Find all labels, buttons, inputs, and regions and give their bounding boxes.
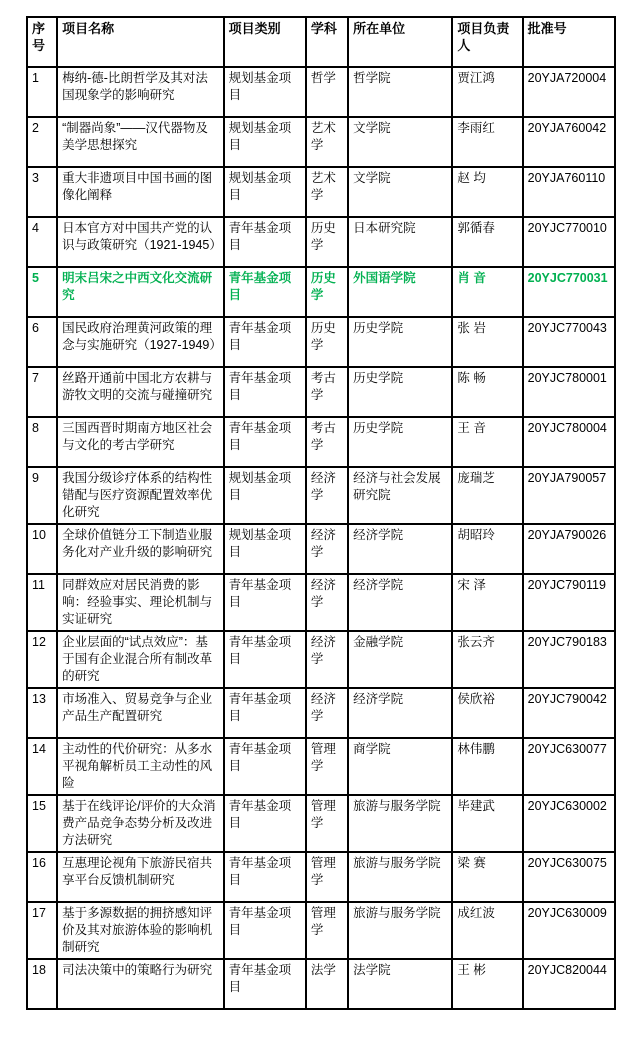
cell-seq: 13 xyxy=(27,688,57,738)
cell-category: 青年基金项目 xyxy=(224,959,306,1009)
column-header-seq: 序号 xyxy=(27,17,57,67)
cell-name: 丝路开通前中国北方农耕与游牧文明的交流与碰撞研究 xyxy=(57,367,224,417)
cell-unit: 文学院 xyxy=(348,117,452,167)
cell-name: 基于在线评论/评价的大众消费产品竞争态势分析及改进方法研究 xyxy=(57,795,224,852)
cell-unit: 历史学院 xyxy=(348,317,452,367)
table-row xyxy=(27,167,615,217)
cell-name: 梅纳-德-比朗哲学及其对法国现象学的影响研究 xyxy=(57,67,224,117)
cell-name: 司法决策中的策略行为研究 xyxy=(57,959,224,1009)
cell-leader: 林伟鹏 xyxy=(452,738,522,795)
cell-unit: 哲学院 xyxy=(348,67,452,117)
cell-unit: 法学院 xyxy=(348,959,452,1009)
cell-name: 我国分级诊疗体系的结构性错配与医疗资源配置效率优化研究 xyxy=(57,467,224,524)
cell-approval: 20YJA760042 xyxy=(523,117,615,167)
table-header xyxy=(27,17,615,67)
cell-category: 青年基金项目 xyxy=(224,902,306,959)
table-row xyxy=(27,738,615,795)
table-row xyxy=(27,795,615,852)
cell-discipline: 艺术学 xyxy=(306,117,348,167)
cell-discipline: 考古学 xyxy=(306,417,348,467)
cell-seq: 15 xyxy=(27,795,57,852)
cell-category: 规划基金项目 xyxy=(224,117,306,167)
cell-approval: 20YJC790119 xyxy=(523,574,615,631)
cell-discipline: 经济学 xyxy=(306,467,348,524)
column-header-discipline: 学科 xyxy=(306,17,348,67)
table-row xyxy=(27,117,615,167)
cell-leader: 毕建武 xyxy=(452,795,522,852)
cell-category: 青年基金项目 xyxy=(224,738,306,795)
cell-discipline: 历史学 xyxy=(306,217,348,267)
cell-seq: 8 xyxy=(27,417,57,467)
header-row xyxy=(27,17,615,67)
cell-discipline: 管理学 xyxy=(306,738,348,795)
cell-name: 基于多源数据的拥挤感知评价及其对旅游体验的影响机制研究 xyxy=(57,902,224,959)
cell-category: 规划基金项目 xyxy=(224,467,306,524)
cell-unit: 日本研究院 xyxy=(348,217,452,267)
cell-leader: 郭循春 xyxy=(452,217,522,267)
cell-approval: 20YJC630009 xyxy=(523,902,615,959)
table-row xyxy=(27,467,615,524)
cell-seq: 17 xyxy=(27,902,57,959)
cell-approval: 20YJC780004 xyxy=(523,417,615,467)
cell-approval: 20YJC780001 xyxy=(523,367,615,417)
cell-approval: 20YJC820044 xyxy=(523,959,615,1009)
table-row xyxy=(27,267,615,317)
cell-name: 互惠理论视角下旅游民宿共享平台反馈机制研究 xyxy=(57,852,224,902)
cell-name: 主动性的代价研究：从多水平视角解析员工主动性的风险 xyxy=(57,738,224,795)
table-row xyxy=(27,688,615,738)
cell-discipline: 管理学 xyxy=(306,852,348,902)
cell-seq: 3 xyxy=(27,167,57,217)
cell-leader: 梁 赛 xyxy=(452,852,522,902)
cell-seq: 12 xyxy=(27,631,57,688)
cell-unit: 经济与社会发展研究院 xyxy=(348,467,452,524)
cell-name: 国民政府治理黄河政策的理念与实施研究（1927-1949） xyxy=(57,317,224,367)
cell-category: 青年基金项目 xyxy=(224,631,306,688)
table-row xyxy=(27,574,615,631)
cell-seq: 9 xyxy=(27,467,57,524)
cell-approval: 20YJC630077 xyxy=(523,738,615,795)
table-row xyxy=(27,67,615,117)
cell-seq: 10 xyxy=(27,524,57,574)
cell-leader: 张 岩 xyxy=(452,317,522,367)
cell-leader: 李雨红 xyxy=(452,117,522,167)
cell-category: 青年基金项目 xyxy=(224,795,306,852)
table-row xyxy=(27,902,615,959)
cell-discipline: 管理学 xyxy=(306,902,348,959)
cell-unit: 历史学院 xyxy=(348,417,452,467)
cell-seq: 16 xyxy=(27,852,57,902)
cell-category: 青年基金项目 xyxy=(224,574,306,631)
cell-unit: 旅游与服务学院 xyxy=(348,795,452,852)
cell-leader: 宋 泽 xyxy=(452,574,522,631)
column-header-name: 项目名称 xyxy=(57,17,224,67)
projects-table xyxy=(26,16,616,1010)
column-header-approval: 批准号 xyxy=(523,17,615,67)
cell-approval: 20YJC790042 xyxy=(523,688,615,738)
cell-approval: 20YJA790057 xyxy=(523,467,615,524)
cell-leader: 成红波 xyxy=(452,902,522,959)
cell-leader: 陈 畅 xyxy=(452,367,522,417)
cell-category: 青年基金项目 xyxy=(224,852,306,902)
cell-unit: 外国语学院 xyxy=(348,267,452,317)
cell-unit: 金融学院 xyxy=(348,631,452,688)
table-row xyxy=(27,959,615,1009)
cell-leader: 张云齐 xyxy=(452,631,522,688)
cell-seq: 18 xyxy=(27,959,57,1009)
cell-seq: 2 xyxy=(27,117,57,167)
cell-discipline: 法学 xyxy=(306,959,348,1009)
cell-unit: 文学院 xyxy=(348,167,452,217)
cell-seq: 6 xyxy=(27,317,57,367)
cell-seq: 4 xyxy=(27,217,57,267)
cell-leader: 庞瑞芝 xyxy=(452,467,522,524)
cell-discipline: 经济学 xyxy=(306,688,348,738)
cell-leader: 王 音 xyxy=(452,417,522,467)
cell-category: 青年基金项目 xyxy=(224,217,306,267)
cell-category: 规划基金项目 xyxy=(224,524,306,574)
cell-discipline: 经济学 xyxy=(306,631,348,688)
cell-category: 青年基金项目 xyxy=(224,367,306,417)
table-body xyxy=(27,67,615,1009)
cell-approval: 20YJA790026 xyxy=(523,524,615,574)
cell-seq: 7 xyxy=(27,367,57,417)
cell-approval: 20YJC630075 xyxy=(523,852,615,902)
cell-category: 规划基金项目 xyxy=(224,67,306,117)
cell-unit: 经济学院 xyxy=(348,574,452,631)
cell-category: 青年基金项目 xyxy=(224,417,306,467)
cell-leader: 赵 均 xyxy=(452,167,522,217)
cell-seq: 11 xyxy=(27,574,57,631)
cell-approval: 20YJC790183 xyxy=(523,631,615,688)
cell-name: 明末吕宋之中西文化交流研究 xyxy=(57,267,224,317)
cell-name: 同群效应对居民消费的影响：经验事实、理论机制与实证研究 xyxy=(57,574,224,631)
cell-approval: 20YJC770010 xyxy=(523,217,615,267)
cell-approval: 20YJC630002 xyxy=(523,795,615,852)
table-row xyxy=(27,631,615,688)
cell-approval: 20YJC770043 xyxy=(523,317,615,367)
cell-name: 三国西晋时期南方地区社会与文化的考古学研究 xyxy=(57,417,224,467)
cell-discipline: 历史学 xyxy=(306,317,348,367)
cell-unit: 历史学院 xyxy=(348,367,452,417)
cell-unit: 商学院 xyxy=(348,738,452,795)
cell-seq: 1 xyxy=(27,67,57,117)
cell-discipline: 哲学 xyxy=(306,67,348,117)
cell-category: 青年基金项目 xyxy=(224,688,306,738)
cell-approval: 20YJC770031 xyxy=(523,267,615,317)
cell-leader: 肖 音 xyxy=(452,267,522,317)
cell-approval: 20YJA760110 xyxy=(523,167,615,217)
cell-category: 青年基金项目 xyxy=(224,267,306,317)
cell-name: 全球价值链分工下制造业服务化对产业升级的影响研究 xyxy=(57,524,224,574)
column-header-category: 项目类别 xyxy=(224,17,306,67)
cell-unit: 经济学院 xyxy=(348,688,452,738)
cell-unit: 旅游与服务学院 xyxy=(348,902,452,959)
cell-name: 市场准入、贸易竞争与企业产品生产配置研究 xyxy=(57,688,224,738)
projects-table-wrapper xyxy=(26,16,616,1010)
table-row xyxy=(27,317,615,367)
cell-name: 企业层面的“试点效应”：基于国有企业混合所有制改革的研究 xyxy=(57,631,224,688)
column-header-leader: 项目负责人 xyxy=(452,17,522,67)
cell-leader: 侯欣裕 xyxy=(452,688,522,738)
cell-category: 规划基金项目 xyxy=(224,167,306,217)
table-row xyxy=(27,417,615,467)
cell-discipline: 管理学 xyxy=(306,795,348,852)
cell-seq: 14 xyxy=(27,738,57,795)
cell-discipline: 考古学 xyxy=(306,367,348,417)
table-row xyxy=(27,524,615,574)
cell-unit: 旅游与服务学院 xyxy=(348,852,452,902)
cell-approval: 20YJA720004 xyxy=(523,67,615,117)
cell-unit: 经济学院 xyxy=(348,524,452,574)
column-header-unit: 所在单位 xyxy=(348,17,452,67)
table-row xyxy=(27,852,615,902)
cell-name: “制器尚象”——汉代器物及美学思想探究 xyxy=(57,117,224,167)
table-row xyxy=(27,367,615,417)
cell-leader: 胡昭玲 xyxy=(452,524,522,574)
cell-name: 重大非遗项目中国书画的图像化阐释 xyxy=(57,167,224,217)
cell-discipline: 历史学 xyxy=(306,267,348,317)
table-row xyxy=(27,217,615,267)
cell-leader: 贾江鸿 xyxy=(452,67,522,117)
cell-discipline: 艺术学 xyxy=(306,167,348,217)
cell-seq: 5 xyxy=(27,267,57,317)
cell-name: 日本官方对中国共产党的认识与政策研究（1921-1945） xyxy=(57,217,224,267)
cell-category: 青年基金项目 xyxy=(224,317,306,367)
cell-discipline: 经济学 xyxy=(306,524,348,574)
cell-discipline: 经济学 xyxy=(306,574,348,631)
cell-leader: 王 彬 xyxy=(452,959,522,1009)
